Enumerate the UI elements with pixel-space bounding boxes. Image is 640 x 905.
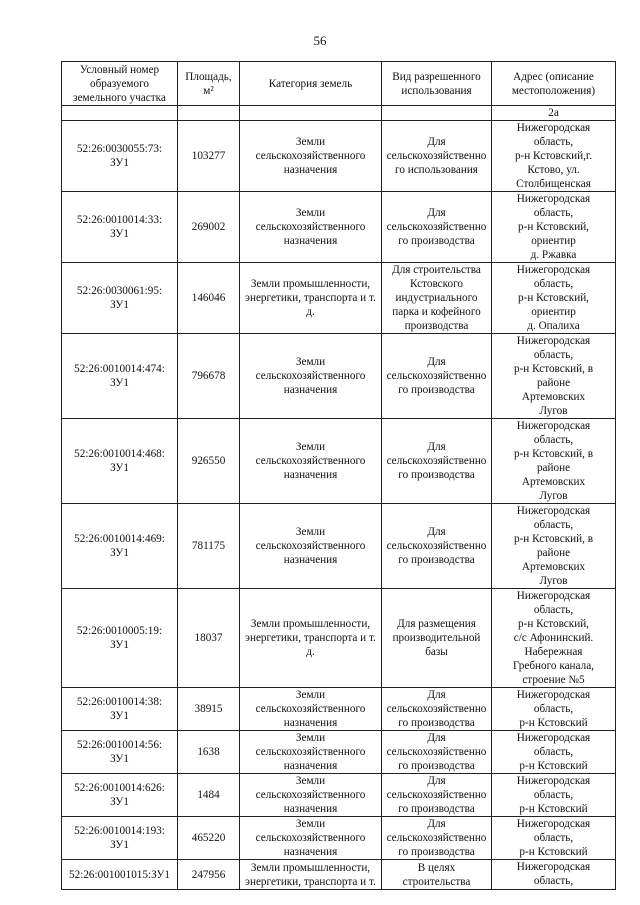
cell-address: Нижегородская область, р-н Кстовский, с/с Афонинский. Набережная Гребного канала, строение №5: [492, 589, 616, 688]
cell-category: Земли сельскохозяйственного назначения: [240, 121, 382, 192]
table-row: [62, 589, 616, 688]
cell-use: Для сельскохозяйственно го производства: [382, 688, 492, 731]
table-row: [62, 731, 616, 774]
table-row: [62, 688, 616, 731]
cell-category: Земли сельскохозяйственного назначения: [240, 504, 382, 589]
table-row: [62, 774, 616, 817]
cell-address: Нижегородская область, р-н Кстовский,г. Кстово, ул. Столбищенская: [492, 121, 616, 192]
cell-area: 1484: [178, 774, 240, 817]
cell-number: 52:26:0010014:469: ЗУ1: [62, 504, 178, 589]
cell-category: Земли сельскохозяйственного назначения: [240, 817, 382, 860]
cell-area: 1638: [178, 731, 240, 774]
cell-address: Нижегородская область, р-н Кстовский: [492, 731, 616, 774]
cell-area: 38915: [178, 688, 240, 731]
cell-area: 465220: [178, 817, 240, 860]
cell-area: 18037: [178, 589, 240, 688]
cell-address: Нижегородская область, р-н Кстовский, в районе Артемовских Лугов: [492, 504, 616, 589]
cell-number: 52:26:001001015:ЗУ1: [62, 860, 178, 890]
header-category: Категория земель: [240, 62, 382, 106]
table-row: [62, 504, 616, 589]
table-row: [62, 263, 616, 334]
subheader-address: 2а: [492, 106, 616, 121]
table-body: [62, 121, 616, 890]
cell-address: Нижегородская область, р-н Кстовский, ориентир д. Опалиха: [492, 263, 616, 334]
cell-category: Земли промышленности, энергетики, транспорта и т. д.: [240, 263, 382, 334]
cell-use: Для сельскохозяйственно го производства: [382, 334, 492, 419]
cell-category: Земли сельскохозяйственного назначения: [240, 192, 382, 263]
cell-address: Нижегородская область, р-н Кстовский, в районе Артемовских Лугов: [492, 419, 616, 504]
table-row: [62, 192, 616, 263]
header-number: Условный номер образуемого земельного участка: [62, 62, 178, 106]
cell-address: Нижегородская область, р-н Кстовский: [492, 817, 616, 860]
cell-number: 52:26:0010014:468: ЗУ1: [62, 419, 178, 504]
cell-use: Для сельскохозяйственно го производства: [382, 731, 492, 774]
cell-area: 796678: [178, 334, 240, 419]
cell-category: Земли сельскохозяйственного назначения: [240, 334, 382, 419]
cell-address: Нижегородская область, р-н Кстовский, ориентир д. Ржавка: [492, 192, 616, 263]
page-number: 56: [313, 33, 327, 48]
cell-category: Земли промышленности, энергетики, транспорта и т. д.: [240, 589, 382, 688]
cell-address: Нижегородская область,: [492, 860, 616, 890]
header-area: Площадь, м²: [178, 62, 240, 106]
cell-number: 52:26:0010014:33: ЗУ1: [62, 192, 178, 263]
header-use: Вид разрешенного использования: [382, 62, 492, 106]
cell-area: 781175: [178, 504, 240, 589]
cell-area: 926550: [178, 419, 240, 504]
cell-use: Для сельскохозяйственно го производства: [382, 419, 492, 504]
cell-category: Земли промышленности, энергетики, транспорта и т.: [240, 860, 382, 890]
cell-address: Нижегородская область, р-н Кстовский: [492, 688, 616, 731]
cell-category: Земли сельскохозяйственного назначения: [240, 419, 382, 504]
cell-category: Земли сельскохозяйственного назначения: [240, 688, 382, 731]
land-plots-table: [61, 61, 616, 890]
cell-use: Для сельскохозяйственно го производства: [382, 774, 492, 817]
table-header: [62, 62, 616, 121]
header-address: Адрес (описание местоположения): [492, 62, 616, 106]
table-row: [62, 334, 616, 419]
cell-number: 52:26:0010014:56: ЗУ1: [62, 731, 178, 774]
cell-address: Нижегородская область, р-н Кстовский, в районе Артемовских Лугов: [492, 334, 616, 419]
cell-number: 52:26:0030055:73: ЗУ1: [62, 121, 178, 192]
cell-use: Для строительства Кстовского индустриального парка и кофейного производства: [382, 263, 492, 334]
subheader-row: [62, 106, 616, 121]
cell-area: 269002: [178, 192, 240, 263]
cell-use: Для сельскохозяйственно го производства: [382, 192, 492, 263]
cell-number: 52:26:0010005:19: ЗУ1: [62, 589, 178, 688]
cell-address: Нижегородская область, р-н Кстовский: [492, 774, 616, 817]
cell-number: 52:26:0010014:38: ЗУ1: [62, 688, 178, 731]
cell-number: 52:26:0030061:95: ЗУ1: [62, 263, 178, 334]
cell-number: 52:26:0010014:474: ЗУ1: [62, 334, 178, 419]
cell-number: 52:26:0010014:193: ЗУ1: [62, 817, 178, 860]
cell-use: Для размещения производительной базы: [382, 589, 492, 688]
cell-area: 247956: [178, 860, 240, 890]
table-row: [62, 817, 616, 860]
cell-use: Для сельскохозяйственно го производства: [382, 817, 492, 860]
cell-area: 103277: [178, 121, 240, 192]
cell-category: Земли сельскохозяйственного назначения: [240, 774, 382, 817]
cell-area: 146046: [178, 263, 240, 334]
cell-category: Земли сельскохозяйственного назначения: [240, 731, 382, 774]
table-row: [62, 121, 616, 192]
cell-use: Для сельскохозяйственно го использования: [382, 121, 492, 192]
table-row: [62, 860, 616, 890]
cell-use: Для сельскохозяйственно го производства: [382, 504, 492, 589]
cell-number: 52:26:0010014:626: ЗУ1: [62, 774, 178, 817]
cell-use: В целях строительства: [382, 860, 492, 890]
table-row: [62, 419, 616, 504]
